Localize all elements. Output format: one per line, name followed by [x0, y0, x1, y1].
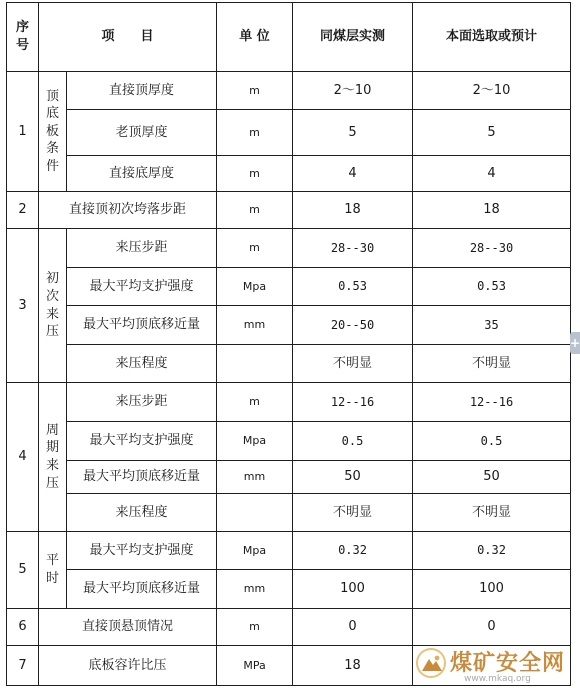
table-row: [7, 609, 571, 646]
selected-cell: 不明显: [413, 345, 571, 383]
unit-cell: m: [217, 156, 293, 192]
table-row: [7, 306, 571, 345]
unit-cell: m: [217, 609, 293, 646]
item-cell: 最大平均顶底移近量: [67, 306, 217, 345]
measured-cell: 不明显: [293, 345, 413, 383]
selected-cell: 2～10: [413, 72, 571, 110]
group-seq: 1: [7, 72, 39, 192]
group-seq: 3: [7, 229, 39, 383]
group-label: 平 时: [39, 532, 67, 609]
measured-cell: 5: [293, 110, 413, 156]
table-row: [7, 570, 571, 609]
item-cell: 最大平均支护强度: [67, 268, 217, 306]
unit-cell: MPa: [217, 646, 293, 686]
group-label: 初 次 来 压: [39, 229, 67, 383]
item-cell: 最大平均顶底移近量: [67, 570, 217, 609]
item-cell: 老顶厚度: [67, 110, 217, 156]
parameters-table: [6, 2, 571, 686]
measured-cell: 0.53: [293, 268, 413, 306]
measured-cell: 0.5: [293, 422, 413, 461]
table-row: [7, 268, 571, 306]
unit-cell: m: [217, 72, 293, 110]
watermark-url: www.mkaq.org: [464, 674, 531, 684]
selected-cell: 18: [413, 192, 571, 229]
header-measured: 同煤层实测: [293, 3, 413, 72]
item-cell: 最大平均顶底移近量: [67, 461, 217, 494]
measured-cell: 20--50: [293, 306, 413, 345]
unit-cell: m: [217, 192, 293, 229]
item-cell: 直接顶厚度: [67, 72, 217, 110]
selected-cell: 100: [413, 570, 571, 609]
unit-cell: mm: [217, 570, 293, 609]
table-row: [7, 532, 571, 570]
item-cell: 来压步距: [67, 383, 217, 422]
table-row: [7, 494, 571, 532]
item-cell: 直接顶悬顶情况: [39, 609, 217, 646]
expand-tab[interactable]: +: [570, 332, 580, 354]
group-label: 周 期 来 压: [39, 383, 67, 532]
measured-cell: 4: [293, 156, 413, 192]
table-row: [7, 383, 571, 422]
selected-cell: 0.32: [413, 532, 571, 570]
selected-cell: 0.5: [413, 422, 571, 461]
item-cell: 最大平均支护强度: [67, 422, 217, 461]
item-cell: 来压步距: [67, 229, 217, 268]
measured-cell: 18: [293, 192, 413, 229]
measured-cell: 100: [293, 570, 413, 609]
document-frame: [6, 2, 572, 684]
group-label: 顶 底 板 条 件: [39, 72, 67, 192]
item-cell: 来压程度: [67, 345, 217, 383]
table-row: [7, 156, 571, 192]
selected-cell: 4: [413, 156, 571, 192]
table-row: [7, 110, 571, 156]
watermark: [416, 644, 576, 686]
table-row: [7, 345, 571, 383]
selected-cell: 0: [413, 609, 571, 646]
item-cell: 直接顶初次垮落步距: [39, 192, 217, 229]
measured-cell: 28--30: [293, 229, 413, 268]
selected-cell: 不明显: [413, 494, 571, 532]
measured-cell: 12--16: [293, 383, 413, 422]
header-unit: 单 位: [217, 3, 293, 72]
header-item: 项 目: [39, 3, 217, 72]
table-row: [7, 192, 571, 229]
measured-cell: 50: [293, 461, 413, 494]
selected-cell: 35: [413, 306, 571, 345]
seq-cell: 6: [7, 609, 39, 646]
item-cell: 底板容许比压: [39, 646, 217, 686]
item-cell: 最大平均支护强度: [67, 532, 217, 570]
unit-cell: mm: [217, 461, 293, 494]
measured-cell: 0.32: [293, 532, 413, 570]
item-cell: 来压程度: [67, 494, 217, 532]
seq-cell: 2: [7, 192, 39, 229]
table-row: [7, 422, 571, 461]
selected-cell: 28--30: [413, 229, 571, 268]
table-row: [7, 461, 571, 494]
header-seq: 序 号: [7, 3, 39, 72]
table-row: [7, 229, 571, 268]
group-seq: 5: [7, 532, 39, 609]
measured-cell: 不明显: [293, 494, 413, 532]
selected-cell: 12--16: [413, 383, 571, 422]
unit-cell: [217, 345, 293, 383]
unit-cell: Mpa: [217, 268, 293, 306]
unit-cell: m: [217, 229, 293, 268]
group-seq: 4: [7, 383, 39, 532]
unit-cell: m: [217, 110, 293, 156]
watermark-title: 煤矿安全网: [450, 650, 566, 676]
unit-cell: Mpa: [217, 532, 293, 570]
mountain-logo-icon: [416, 648, 446, 678]
unit-cell: Mpa: [217, 422, 293, 461]
selected-cell: 50: [413, 461, 571, 494]
unit-cell: mm: [217, 306, 293, 345]
table-row: [7, 72, 571, 110]
header-selected: 本面选取或预计: [413, 3, 571, 72]
header-row: [7, 3, 571, 72]
unit-cell: m: [217, 383, 293, 422]
item-cell: 直接底厚度: [67, 156, 217, 192]
unit-cell: [217, 494, 293, 532]
measured-cell: 0: [293, 609, 413, 646]
selected-cell: 0.53: [413, 268, 571, 306]
seq-cell: 7: [7, 646, 39, 686]
measured-cell: 18: [293, 646, 413, 686]
selected-cell: 5: [413, 110, 571, 156]
measured-cell: 2～10: [293, 72, 413, 110]
